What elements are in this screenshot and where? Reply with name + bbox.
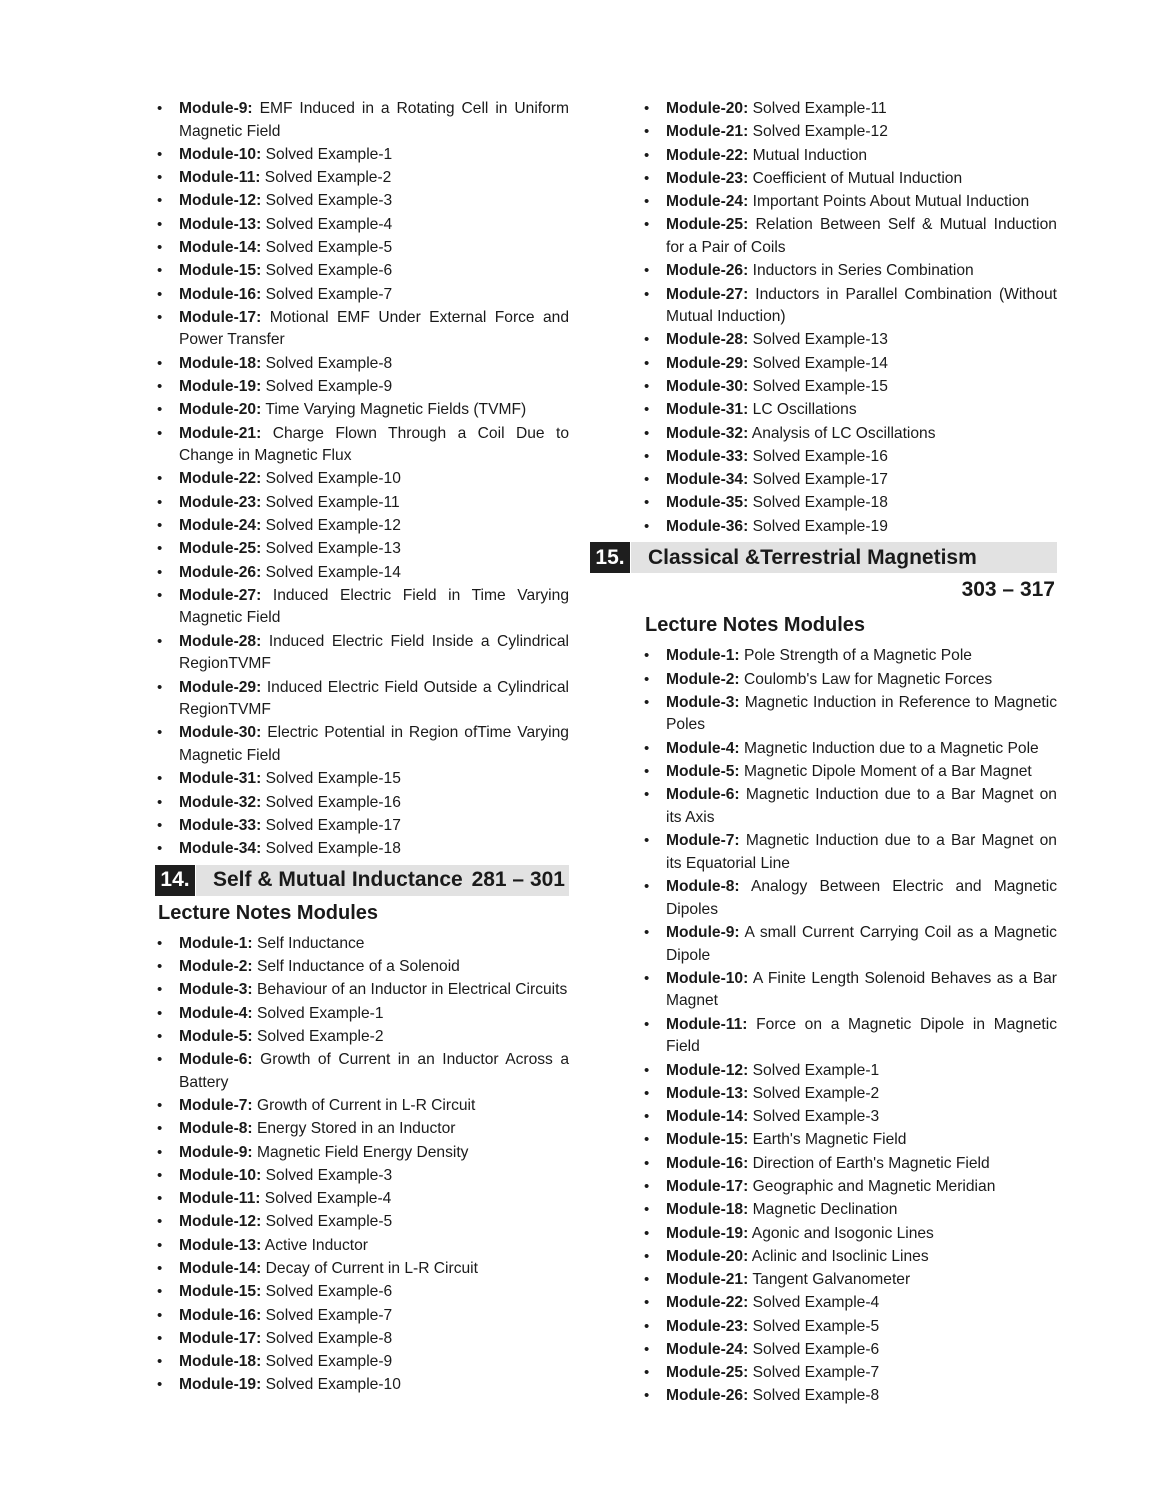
module-item [155,1026,569,1049]
module-title: Growth of Current in an Inductor Across a Battery [179,1051,569,1091]
module-item [155,677,569,722]
module-label: Module-8: [666,878,740,896]
module-item [155,1188,569,1211]
module-item [155,1258,569,1281]
module-title: Induced Electric Field in Time Varying Magnetic Field [179,586,569,627]
module-item [155,956,569,979]
module-label: Module-23: [179,493,262,511]
module-title: LC Oscillations [752,401,857,419]
module-item [155,237,569,260]
module-item [590,469,1057,492]
module-title: Energy Stored in an Inductor [256,1120,456,1138]
module-title: A Finite Length Solenoid Behaves as a Bar Magnet [666,969,1057,1010]
module-title: Analogy Between Electric and Magnetic Dipoles [666,878,1057,918]
module-title: Important Points About Mutual Induction [752,193,1030,211]
module-title: Solved Example-15 [265,770,401,788]
module-title: Pole Strength of a Magnetic Pole [743,647,972,665]
module-title: Solved Example-12 [752,123,888,141]
module-list [155,933,569,1397]
module-title: Solved Example-9 [265,1353,393,1371]
module-item [590,1339,1057,1362]
module-item [590,784,1057,829]
module-title: Solved Example-3 [265,192,393,210]
module-title: Analysis of LC Oscillations [751,424,936,442]
module-item [155,353,569,376]
left-column [155,98,569,1398]
module-label: Module-8: [179,1120,253,1138]
module-item [155,838,569,861]
module-label: Module-11: [179,169,261,187]
module-item [155,722,569,767]
module-label: Module-20: [179,401,262,419]
module-title: Magnetic Declination [752,1201,898,1219]
module-item [590,968,1057,1013]
module-title: Solved Example-14 [752,354,888,372]
module-item [155,1165,569,1188]
module-label: Module-15: [666,1131,749,1149]
module-label: Module-9: [179,1143,253,1161]
module-label: Module-22: [179,470,262,488]
module-label: Module-21: [179,424,262,442]
module-item [155,214,569,237]
module-label: Module-11: [179,1190,261,1208]
module-title: Magnetic Induction due to a Bar Magnet on its Axis [666,786,1057,826]
module-item [590,738,1057,761]
module-label: Module-32: [179,793,262,811]
module-title: Solved Example-1 [265,145,393,163]
module-label: Module-17: [666,1177,749,1195]
module-title: Solved Example-2 [256,1027,384,1045]
module-label: Module-11: [666,1015,748,1033]
module-item [590,1362,1057,1385]
module-item [590,423,1057,446]
module-label: Module-20: [666,1247,749,1265]
module-label: Module-23: [666,169,749,187]
module-title: Solved Example-8 [265,354,393,372]
module-label: Module-12: [179,1213,262,1231]
module-label: Module-4: [179,1004,253,1022]
module-label: Module-34: [666,471,749,489]
module-label: Module-12: [666,1061,749,1079]
module-title: Active Inductor [264,1236,368,1254]
chapter-title: Self & Mutual Inductance [213,868,463,892]
module-item [155,376,569,399]
module-label: Module-2: [179,958,253,976]
module-label: Module-16: [179,285,262,303]
module-title: Magnetic Induction in Reference to Magnetic Poles [666,693,1057,734]
module-item [590,260,1057,283]
module-item [590,669,1057,692]
module-item [155,1305,569,1328]
module-title: Solved Example-16 [752,447,888,465]
module-label: Module-4: [666,739,740,757]
module-label: Module-28: [179,632,262,650]
module-item [590,761,1057,784]
module-item [155,1328,569,1351]
module-item [590,1223,1057,1246]
module-label: Module-9: [179,100,253,117]
module-title: Force on a Magnetic Dipole in Magnetic Field [666,1015,1057,1056]
module-label: Module-22: [666,146,749,164]
module-item [590,376,1057,399]
module-title: Solved Example-8 [265,1329,393,1347]
module-item [590,329,1057,352]
module-title: Induced Electric Field Outside a Cylindrical RegionTVMF [179,678,569,719]
module-title: Solved Example-5 [265,239,393,256]
module-title: Earth's Magnetic Field [752,1131,907,1149]
module-label: Module-16: [666,1154,749,1172]
module-title: Mutual Induction [752,146,868,164]
module-title: EMF Induced in a Rotating Cell in Uniform Magnetic Field [179,100,569,140]
module-title: Solved Example-17 [752,471,888,489]
module-title: Self Inductance [256,934,365,952]
module-label: Module-10: [179,1166,262,1184]
module-label: Module-5: [666,763,740,780]
module-label: Module-25: [666,1364,749,1382]
module-title: Solved Example-1 [256,1004,384,1022]
module-label: Module-32: [666,424,749,442]
module-item [590,1316,1057,1339]
module-item [155,538,569,561]
module-title: Solved Example-19 [752,517,888,535]
module-label: Module-18: [179,1353,262,1371]
module-title: Solved Example-11 [265,493,400,511]
module-item [155,423,569,468]
module-label: Module-16: [179,1306,262,1324]
right-column [590,98,1057,1409]
module-item [590,1129,1057,1152]
module-label: Module-21: [666,1271,749,1289]
module-label: Module-27: [666,285,749,303]
module-label: Module-31: [179,770,262,788]
module-item [590,191,1057,214]
module-label: Module-12: [179,192,262,210]
module-title: Motional EMF Under External Force and Power Transfer [179,308,569,349]
module-item [155,98,569,143]
module-item [590,1060,1057,1083]
module-label: Module-15: [179,262,262,280]
module-item [155,1374,569,1397]
module-label: Module-25: [179,540,262,558]
module-item [590,1246,1057,1269]
module-item [590,1385,1057,1408]
module-item [155,1142,569,1165]
module-title: Solved Example-16 [265,793,401,811]
module-title: Magnetic Induction due to a Magnetic Pole [743,739,1039,757]
module-title: Solved Example-13 [752,331,888,349]
module-title: Solved Example-2 [264,169,392,187]
module-item [590,284,1057,329]
module-item [155,1211,569,1234]
module-title: Solved Example-7 [265,285,393,303]
module-item [590,830,1057,875]
module-item [590,516,1057,539]
module-title: Solved Example-4 [264,1190,392,1208]
module-item [155,190,569,213]
module-label: Module-26: [666,1387,749,1405]
module-label: Module-35: [666,494,749,512]
module-label: Module-1: [666,647,740,665]
module-item [155,492,569,515]
module-label: Module-24: [666,193,749,211]
module-item [155,1095,569,1118]
module-title: Inductors in Series Combination [752,262,974,280]
module-title: Solved Example-10 [265,470,401,488]
module-label: Module-33: [179,816,262,834]
module-title: Solved Example-1 [752,1061,880,1079]
chapter-page-range: 303 – 317 [961,578,1055,602]
chapter-title: Classical &Terrestrial Magnetism [648,545,977,569]
module-item [590,1292,1057,1315]
chapter-14-header [155,865,569,896]
module-label: Module-15: [179,1283,262,1301]
module-title: Solved Example-15 [752,378,888,395]
module-title: Solved Example-9 [265,378,393,395]
module-title: Decay of Current in L-R Circuit [265,1260,478,1278]
module-label: Module-36: [666,517,749,535]
module-title: Solved Example-11 [752,100,887,117]
module-item [155,515,569,538]
module-label: Module-13: [179,1236,262,1254]
module-label: Module-24: [666,1340,749,1358]
section-heading: Lecture Notes Modules [158,901,379,924]
module-title: Solved Example-18 [752,494,888,512]
module-title: Tangent Galvanometer [752,1271,911,1289]
module-label: Module-10: [666,969,749,987]
module-item [590,168,1057,191]
module-title: Solved Example-6 [752,1340,880,1358]
module-title: Time Varying Magnetic Fields (TVMF) [265,401,527,419]
module-label: Module-19: [179,378,262,395]
module-item [155,1049,569,1094]
module-label: Module-17: [179,1329,262,1347]
module-item [590,1176,1057,1199]
module-item [155,768,569,791]
module-label: Module-3: [666,693,740,711]
module-title: Solved Example-6 [265,1283,393,1301]
section-heading: Lecture Notes Modules [645,614,866,637]
module-label: Module-22: [666,1294,749,1312]
module-item [155,1281,569,1304]
module-label: Module-19: [666,1224,749,1242]
module-item [155,815,569,838]
module-label: Module-24: [179,517,262,534]
module-label: Module-2: [666,670,740,688]
module-label: Module-28: [666,331,749,349]
module-title: Solved Example-5 [265,1213,393,1231]
module-title: Magnetic Dipole Moment of a Bar Magnet [743,763,1032,780]
module-label: Module-18: [179,354,262,372]
module-title: Growth of Current in L-R Circuit [256,1097,476,1115]
module-label: Module-3: [179,981,253,999]
module-label: Module-26: [666,262,749,280]
module-item [590,1199,1057,1222]
module-item [155,585,569,630]
module-item [590,692,1057,737]
module-item [590,876,1057,921]
module-label: Module-18: [666,1201,749,1219]
module-label: Module-20: [666,100,749,117]
module-title: Coulomb's Law for Magnetic Forces [743,670,993,688]
module-item [590,399,1057,422]
module-item [155,1351,569,1374]
module-title: Solved Example-4 [265,215,393,233]
module-label: Module-30: [179,724,262,742]
module-title: Self Inductance of a Solenoid [256,958,460,976]
module-label: Module-27: [179,586,262,604]
module-list [590,98,1057,538]
module-label: Module-10: [179,145,262,163]
module-item [155,167,569,190]
module-label: Module-29: [666,354,749,372]
module-title: Charge Flown Through a Coil Due to Change in Magnetic Flux [179,424,569,465]
module-item [590,645,1057,668]
module-label: Module-31: [666,401,749,419]
module-label: Module-6: [179,1051,253,1069]
module-label: Module-6: [666,786,740,804]
module-title: Solved Example-5 [752,1317,880,1335]
module-item [155,792,569,815]
module-label: Module-14: [179,239,262,256]
module-title: Solved Example-17 [265,816,401,834]
module-title: Solved Example-6 [265,262,393,280]
module-item [155,979,569,1002]
module-label: Module-17: [179,308,262,326]
module-item [155,1235,569,1258]
module-item [155,144,569,167]
chapter-15-header [590,542,1057,573]
module-title: Solved Example-14 [265,563,401,581]
module-label: Module-7: [666,832,740,850]
module-title: Induced Electric Field Inside a Cylindrical RegionTVMF [179,632,569,673]
module-list [590,645,1057,1408]
module-item [155,284,569,307]
module-item [590,214,1057,259]
module-item [590,145,1057,168]
module-item [155,307,569,352]
module-item [590,121,1057,144]
chapter-number: 14. [155,865,195,896]
module-item [590,1153,1057,1176]
module-item [590,446,1057,469]
module-label: Module-14: [666,1108,749,1126]
module-title: Solved Example-2 [752,1084,880,1102]
module-title: Solved Example-7 [265,1306,393,1324]
module-item [590,1014,1057,1059]
module-item [590,353,1057,376]
module-item [155,260,569,283]
module-label: Module-13: [666,1084,749,1102]
module-label: Module-26: [179,563,262,581]
module-title: Solved Example-13 [265,540,401,558]
module-title: Direction of Earth's Magnetic Field [752,1154,990,1172]
module-title: Geographic and Magnetic Meridian [752,1177,996,1195]
module-title: Magnetic Field Energy Density [256,1143,469,1161]
module-title: Solved Example-10 [265,1376,401,1394]
module-label: Module-13: [179,215,262,233]
module-label: Module-23: [666,1317,749,1335]
module-title: A small Current Carrying Coil as a Magnetic Dipole [666,923,1057,964]
module-item [155,1003,569,1026]
module-title: Behaviour of an Inductor in Electrical Circuits [256,981,568,999]
module-item [155,399,569,422]
module-label: Module-14: [179,1260,262,1278]
module-item [155,933,569,956]
module-title: Coefficient of Mutual Induction [752,169,963,187]
chapter-number: 15. [590,542,630,573]
module-label: Module-21: [666,123,749,141]
module-label: Module-5: [179,1027,253,1045]
module-item [590,1106,1057,1129]
module-title: Solved Example-12 [265,517,401,534]
module-title: Relation Between Self & Mutual Induction for a Pair of Coils [666,216,1057,256]
module-item [590,98,1057,121]
module-label: Module-30: [666,378,749,395]
module-title: Aclinic and Isoclinic Lines [751,1247,929,1265]
module-item [590,492,1057,515]
module-title: Solved Example-7 [752,1364,880,1382]
module-title: Solved Example-18 [265,840,401,858]
module-label: Module-25: [666,216,749,234]
module-label: Module-34: [179,840,262,858]
module-item [155,468,569,491]
module-list [155,98,569,861]
module-item [590,922,1057,967]
module-label: Module-7: [179,1097,253,1115]
module-item [590,1083,1057,1106]
module-item [155,1118,569,1141]
module-title: Solved Example-3 [265,1166,393,1184]
module-title: Agonic and Isogonic Lines [751,1224,934,1242]
module-label: Module-1: [179,934,253,952]
module-item [590,1269,1057,1292]
module-title: Solved Example-4 [752,1294,880,1312]
module-label: Module-19: [179,1376,262,1394]
module-title: Solved Example-3 [752,1108,880,1126]
module-label: Module-9: [666,923,740,941]
module-item [155,562,569,585]
chapter-page-range: 281 – 301 [471,868,565,892]
module-item [155,631,569,676]
module-label: Module-33: [666,447,749,465]
module-title: Magnetic Induction due to a Bar Magnet on its Equatorial Line [666,832,1057,872]
module-title: Electric Potential in Region ofTime Varying Magnetic Field [179,724,569,765]
module-title: Inductors in Parallel Combination (Without Mutual Induction) [666,285,1057,326]
module-label: Module-29: [179,678,262,696]
module-title: Solved Example-8 [752,1387,880,1405]
